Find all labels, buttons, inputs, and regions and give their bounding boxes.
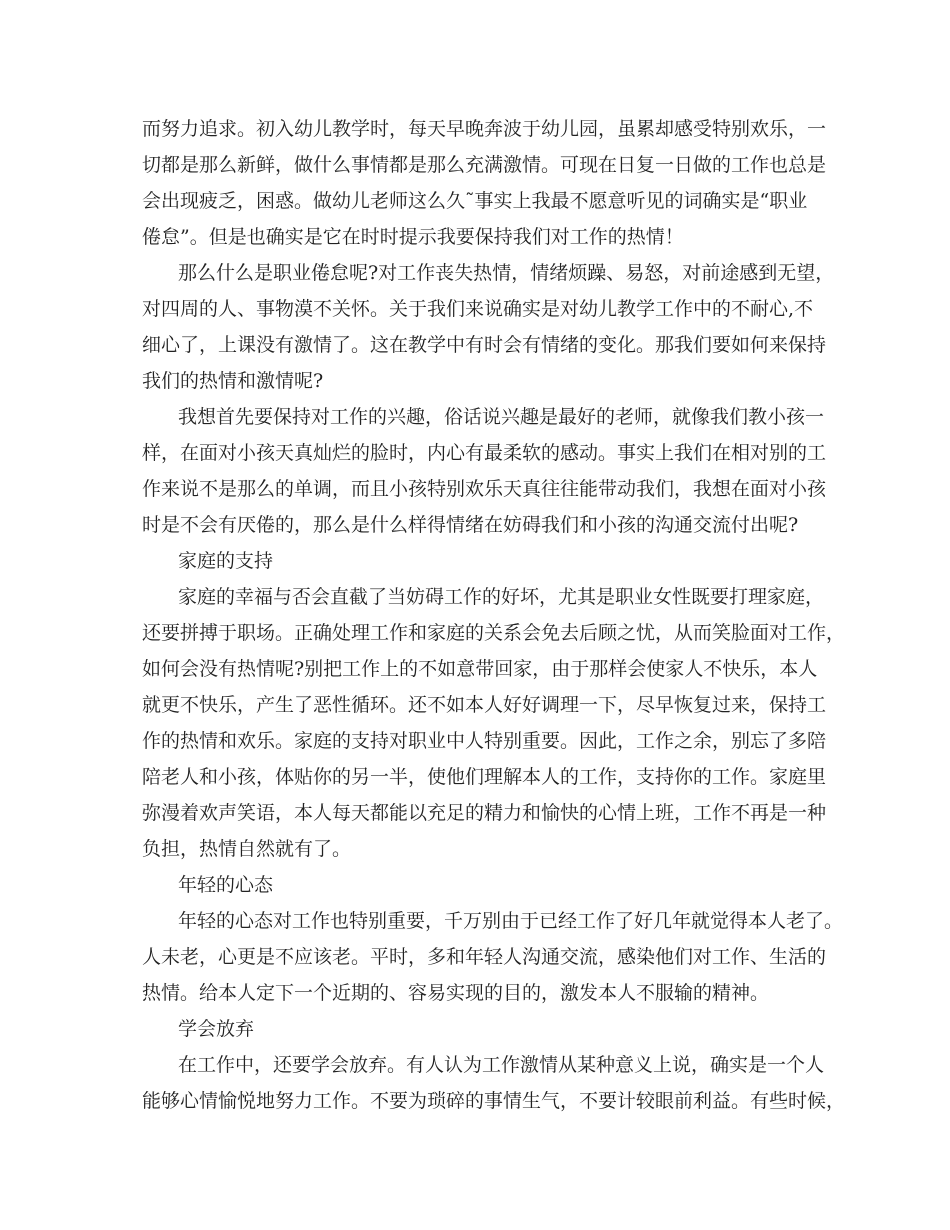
text-line: 会出现疲乏，困惑。做幼儿老师这么久˜事实上我最不愿意听见的词确实是“职业 (142, 190, 808, 212)
text-line: 人未老，心更是不应该老。平时，多和年轻人沟通交流，感染他们对工作、生活的 (142, 946, 827, 968)
text-line: 作的热情和欢乐。家庭的支持对职业中人特别重要。因此，工作之余，别忘了多陪 (142, 730, 827, 752)
text-line: 如何会没有热情呢?别把工作上的不如意带回家，由于那样会使家人不快乐，本人 (142, 658, 818, 680)
text-line: 对四周的人、事物漠不关怀。关于我们来说确实是对幼儿教学工作中的不耐心,不 (142, 298, 814, 320)
text-line: 那么什么是职业倦怠呢?对工作丧失热情，情绪烦躁、易怒，对前途感到无望， (178, 262, 835, 284)
text-line: 还要拼搏于职场。正确处理工作和家庭的关系会免去后顾之忧，从而笑脸面对工作， (142, 622, 846, 644)
text-line: 细心了，上课没有激情了。这在教学中有时会有情绪的变化。那我们要如何来保持 (142, 334, 827, 356)
text-line: 切都是那么新鲜，做什么事情都是那么充满激情。可现在日复一日做的工作也总是 (142, 154, 827, 176)
text-line: 陪老人和小孩，体贴你的另一半，使他们理解本人的工作，支持你的工作。家庭里 (142, 766, 827, 788)
text-line: 在工作中，还要学会放弃。有人认为工作激情从某种意义上说，确实是一个人 (178, 1054, 825, 1076)
text-line: 热情。给本人定下一个近期的、容易实现的目的，激发本人不服输的精神。 (142, 982, 770, 1004)
text-line: 而努力追求。初入幼儿教学时，每天早晚奔波于幼儿园，虽累却感受特别欢乐，一 (142, 118, 827, 140)
text-line: 我们的热情和激情呢? (142, 370, 324, 392)
text-line: 作来说不是那么的单调，而且小孩特别欢乐天真往往能带动我们，我想在面对小孩 (142, 478, 827, 500)
text-line: 倦怠”。但是也确实是它在时时提示我要保持我们对工作的热情！ (142, 226, 684, 248)
section-heading: 年轻的心态 (178, 874, 274, 896)
text-line: 样，在面对小孩天真灿烂的脸时，内心有最柔软的感动。事实上我们在相对别的工 (142, 442, 827, 464)
text-line: 负担，热情自然就有了。 (142, 838, 352, 860)
section-heading: 学会放弃 (178, 1018, 255, 1040)
text-line: 我想首先要保持对工作的兴趣，俗话说兴趣是最好的老师，就像我们教小孩一 (178, 406, 825, 428)
text-line: 就更不快乐，产生了恶性循环。还不如本人好好调理一下，尽早恢复过来，保持工 (142, 694, 827, 716)
text-line: 能够心情愉悦地努力工作。不要为琐碎的事情生气，不要计较眼前利益。有些时候， (142, 1090, 846, 1112)
text-line: 时是不会有厌倦的，那么是什么样得情绪在妨碍我们和小孩的沟通交流付出呢? (142, 514, 799, 536)
text-line: 年轻的心态对工作也特别重要，千万别由于已经工作了好几年就觉得本人老了。 (178, 910, 844, 932)
section-heading: 家庭的支持 (178, 550, 274, 572)
text-line: 家庭的幸福与否会直截了当妨碍工作的好坏，尤其是职业女性既要打理家庭， (178, 586, 825, 608)
text-line: 弥漫着欢声笑语，本人每天都能以充足的精力和愉快的心情上班，工作不再是一种 (142, 802, 827, 824)
